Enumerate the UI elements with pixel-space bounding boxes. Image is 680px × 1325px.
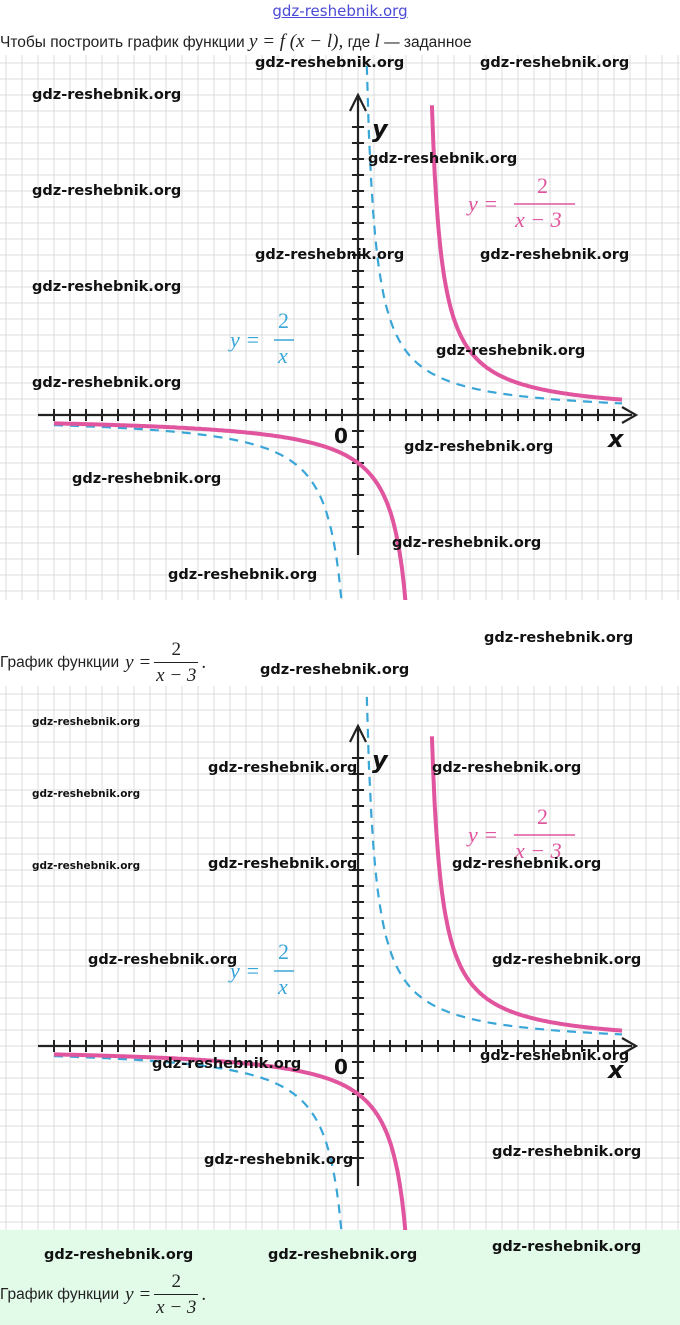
- watermark: gdz-reshebnik.org: [32, 788, 141, 800]
- origin-label: 0: [334, 1055, 348, 1079]
- graph-figure-2: [0, 686, 680, 1231]
- watermark: gdz-reshebnik.org: [480, 55, 630, 71]
- caption-text: График функции: [0, 653, 120, 671]
- watermark: gdz-reshebnik.org: [368, 151, 518, 167]
- caption-fraction: [154, 640, 198, 685]
- pink-label-lhs: y =: [468, 191, 499, 216]
- watermark: gdz-reshebnik.org: [32, 716, 141, 728]
- axis-x-label: x: [608, 1056, 624, 1084]
- watermark: gdz-reshebnik.org: [492, 1239, 642, 1255]
- caption-lhs: y =: [125, 1283, 152, 1305]
- site-link[interactable]: gdz-reshebnik.org: [272, 2, 408, 20]
- grid-lines: [0, 55, 680, 600]
- blue-label-lhs: y =: [230, 958, 261, 983]
- caption-lhs: y =: [125, 651, 152, 673]
- watermark: gdz-reshebnik.org: [436, 343, 586, 359]
- blue-label-num: 2: [278, 308, 289, 333]
- caption-den: x − 3: [154, 1294, 198, 1317]
- watermark: gdz-reshebnik.org: [152, 1056, 302, 1072]
- caption-num: 2: [171, 1271, 182, 1292]
- axis-y-label: y: [372, 115, 388, 143]
- graph-figure-1: [0, 55, 680, 600]
- intro-text-middle: где: [347, 34, 371, 51]
- graph-svg-1: [0, 55, 680, 600]
- axis-x-label: x: [608, 425, 624, 453]
- blue-label-num: 2: [278, 939, 289, 964]
- watermark: gdz-reshebnik.org: [255, 55, 405, 71]
- watermark: gdz-reshebnik.org: [404, 439, 554, 455]
- watermark: gdz-reshebnik.org: [44, 1247, 194, 1263]
- watermark: gdz-reshebnik.org: [480, 1048, 630, 1064]
- blue-function-label: [228, 308, 294, 368]
- caption-end: .: [201, 651, 207, 673]
- blue-function-label: [228, 939, 294, 999]
- watermark: gdz-reshebnik.org: [484, 630, 634, 646]
- caption-1: [0, 640, 206, 685]
- watermark: gdz-reshebnik.org: [204, 1152, 354, 1168]
- intro-var: l: [374, 31, 380, 52]
- blue-label-lhs: y =: [230, 327, 261, 352]
- watermark: gdz-reshebnik.org: [32, 279, 182, 295]
- watermark: gdz-reshebnik.org: [208, 760, 358, 776]
- watermark: gdz-reshebnik.org: [32, 375, 182, 391]
- watermark: gdz-reshebnik.org: [32, 860, 141, 872]
- watermark: gdz-reshebnik.org: [268, 1247, 418, 1263]
- watermark: gdz-reshebnik.org: [492, 1144, 642, 1160]
- intro-text-after: — заданное: [384, 34, 472, 51]
- pink-label-den: x − 3: [515, 207, 562, 232]
- answer-panel: [0, 1230, 680, 1325]
- blue-curve-y-2-over-x-left: [54, 1056, 344, 1231]
- watermark: gdz-reshebnik.org: [492, 952, 642, 968]
- intro-text: [0, 31, 472, 53]
- caption-den: x − 3: [154, 662, 198, 685]
- watermark: gdz-reshebnik.org: [392, 535, 542, 551]
- pink-label-num: 2: [537, 173, 548, 198]
- watermark: gdz-reshebnik.org: [88, 952, 238, 968]
- axis-y-label: y: [372, 746, 388, 774]
- watermark: gdz-reshebnik.org: [72, 471, 222, 487]
- intro-text-before: Чтобы построить график функции: [0, 34, 245, 51]
- pink-label-den: x − 3: [515, 838, 562, 863]
- watermark: gdz-reshebnik.org: [255, 247, 405, 263]
- caption-text: График функции: [0, 1285, 120, 1303]
- watermark: gdz-reshebnik.org: [32, 87, 182, 103]
- blue-label-den: x: [278, 974, 288, 999]
- watermark: gdz-reshebnik.org: [480, 247, 630, 263]
- intro-formula: y = f (x − l),: [249, 31, 344, 52]
- origin-label: 0: [334, 424, 348, 448]
- watermark: gdz-reshebnik.org: [208, 856, 358, 872]
- watermark: gdz-reshebnik.org: [32, 183, 182, 199]
- pink-curve-y-2-over-x-minus-3: [432, 736, 622, 1030]
- pink-label-lhs: y =: [468, 822, 499, 847]
- caption-num: 2: [171, 639, 182, 660]
- watermark: gdz-reshebnik.org: [432, 760, 582, 776]
- caption-end: .: [201, 1283, 207, 1305]
- watermark: gdz-reshebnik.org: [168, 567, 318, 583]
- pink-label-num: 2: [537, 804, 548, 829]
- caption-fraction: [154, 1272, 198, 1317]
- watermark: gdz-reshebnik.org: [452, 856, 602, 872]
- blue-label-den: x: [278, 343, 288, 368]
- watermark: gdz-reshebnik.org: [260, 662, 410, 678]
- caption-2: [0, 1272, 206, 1317]
